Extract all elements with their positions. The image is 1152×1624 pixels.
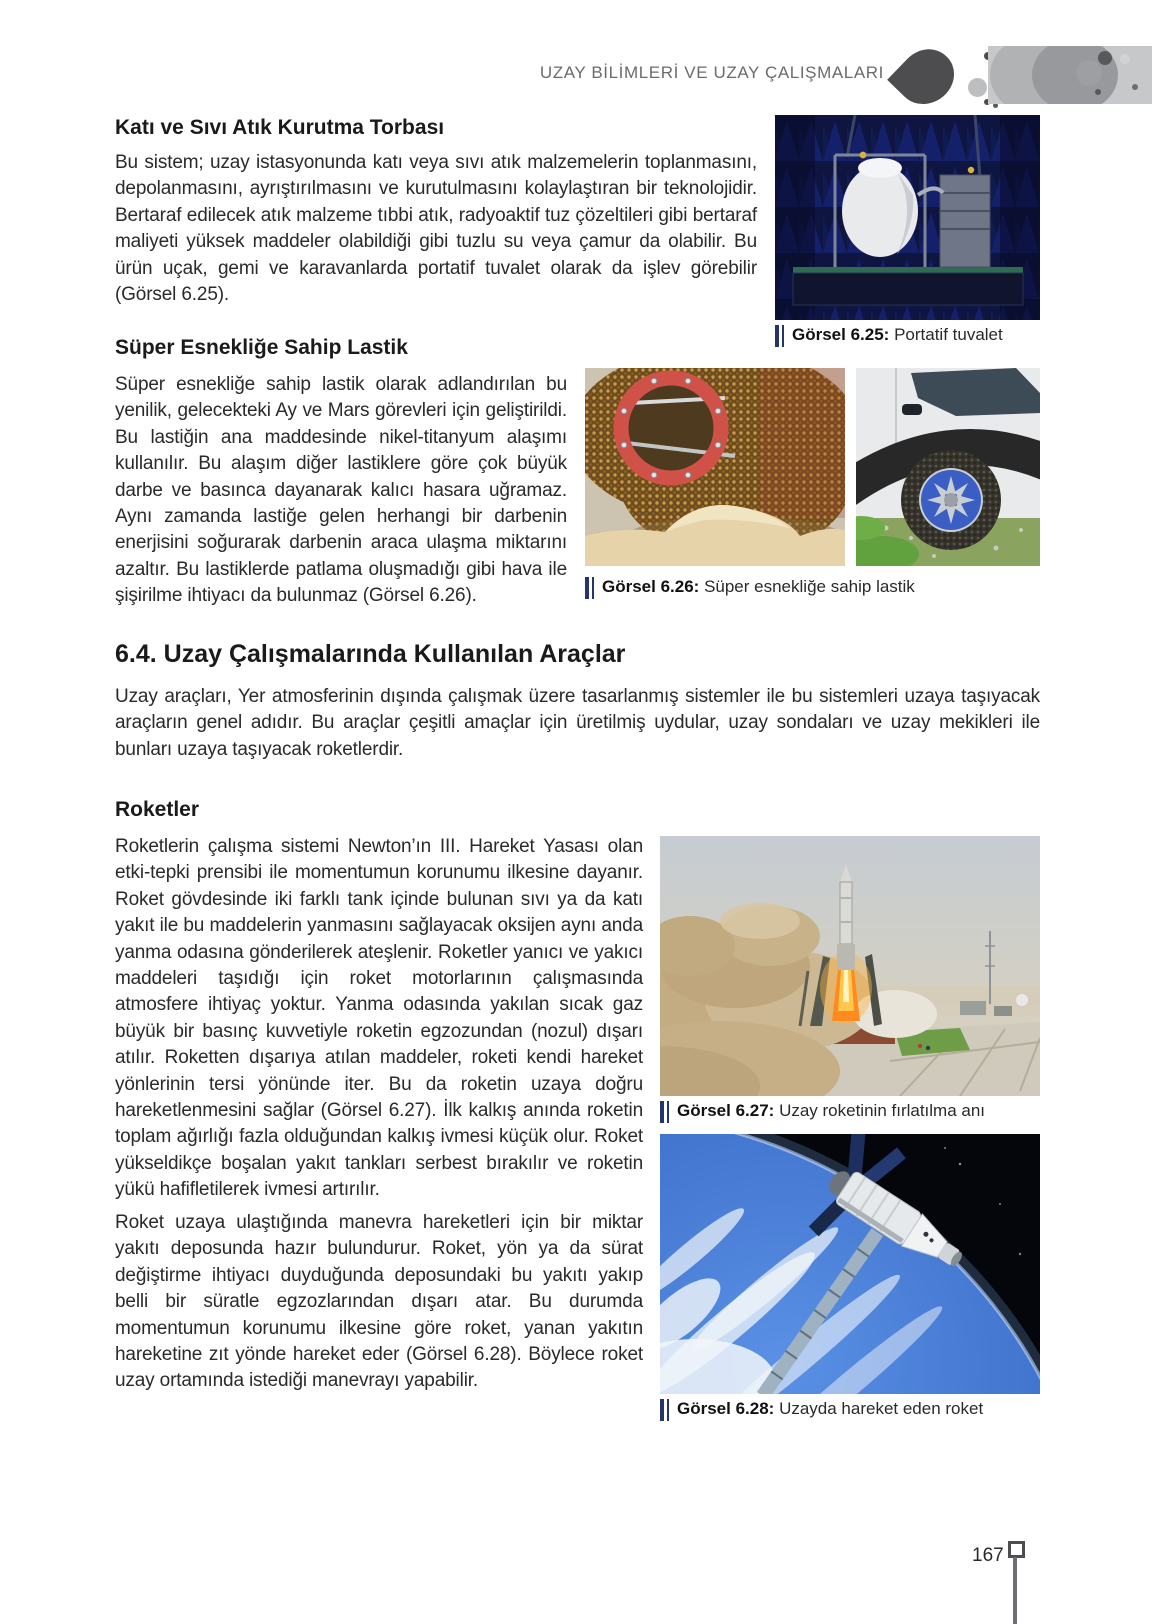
section-heading-64: 6.4. Uzay Çalışmalarında Kullanılan Araçlar bbox=[115, 640, 626, 668]
figure-625-caption bbox=[775, 324, 1040, 347]
section-heading-tire: Süper Esnekliğe Sahip Lastik bbox=[115, 336, 408, 359]
page-corner-pin-icon bbox=[1008, 1541, 1025, 1558]
caption-marker-icon bbox=[660, 1101, 669, 1123]
figure-628-caption bbox=[660, 1398, 1040, 1421]
section-heading-waste-bag: Katı ve Sıvı Atık Kurutma Torbası bbox=[115, 116, 445, 139]
caption-label: Görsel 6.25: bbox=[792, 325, 890, 344]
section-heading-rockets: Roketler bbox=[115, 798, 200, 821]
paragraph-64: Uzay araçları, Yer atmosferinin dışında çalışmak üzere tasarlanmış sistemler ile bu sistemleri uzaya taşıyacak araçların genel adıdır. Bu araçlar çeşitli amaçlar için üretilmiş uydular, uzay sondaları ve uzay mekikleri ile bunları uzaya taşıyacak roketlerdir. bbox=[115, 686, 1040, 760]
caption-label: Görsel 6.27: bbox=[677, 1101, 775, 1120]
caption-text: Süper esnekliğe sahip lastik bbox=[704, 577, 915, 596]
caption-text: Uzay roketinin fırlatılma anı bbox=[779, 1101, 986, 1120]
band-circle bbox=[1076, 60, 1102, 86]
paragraph-rockets-2: Roket uzaya ulaştığında manevra hareketleri için bir miktar yakıtı deposunda hazır bulundurur. Roket, yön ya da sürat değiştirme ihtiyacı duyduğunda deposundaki bu yakıtı yakıp belli bir süratle egzozlarından dışarı atar. Bu durumda momentumun korunumu ilkesine göre roket, yanan yakıtın hareketine zıt yönde hareket eder (Görsel 6.28). Böylece roket uzay ortamında istediği manevrayı yapabilir. bbox=[115, 1212, 643, 1392]
band-circle bbox=[1132, 84, 1138, 90]
paragraph-tire: Süper esnekliğe sahip lastik olarak adlandırılan bu yenilik, gelecekteki Ay ve Mars görevleri için geliştirildi. Bu lastiğin ana maddesinde nikel-titanyum alaşımı kullanılır. Bu alaşım diğer lastiklere göre çok büyük darbe ve basınca dayanarak kalıcı hasara uğramaz. Aynı zamanda lastiğe gelen herhangi bir darbenin enerjisini soğurarak darbenin araca ulaşma miktarını azaltır. Bu lastiklerde patlama oluşmadığı gibi hava ile şişirilme ihtiyacı da bulunmaz (Görsel 6.26). bbox=[115, 374, 567, 607]
band-circle bbox=[1095, 89, 1101, 95]
band-circle bbox=[1098, 51, 1112, 65]
page-header-title: UZAY BİLİMLERİ VE UZAY ÇALIŞMALARI bbox=[539, 63, 884, 82]
caption-label: Görsel 6.28: bbox=[677, 1399, 775, 1418]
header-band-decoration bbox=[988, 46, 1152, 104]
header-deco-dot bbox=[968, 78, 987, 97]
figure-626-right-image bbox=[856, 368, 1040, 566]
caption-marker-icon bbox=[775, 325, 784, 347]
figure-625-image bbox=[775, 115, 1040, 320]
figure-627-caption bbox=[660, 1100, 1040, 1123]
figure-628-image bbox=[660, 1134, 1040, 1394]
figure-626-left-image bbox=[585, 368, 845, 566]
figure-626-caption bbox=[585, 576, 1040, 599]
paragraph-waste-bag: Bu sistem; uzay istasyonunda katı veya sıvı atık malzemelerin toplanmasını, depolanmasını, ayrıştırılmasını ve kurutulmasını kolaylaştıran bir teknolojidir. Bertaraf edilecek atık malzeme tıbbi atık, radyoaktif tuz çözeltileri gibi bertaraf maliyeti yüksek maddeler olabildiği gibi tuzlu su veya çamur da olabilir. Bu ürün uçak, gemi ve karavanlarda portatif tuvalet olarak da işlev görebilir (Görsel 6.25). bbox=[115, 152, 757, 306]
page-corner-pin-line bbox=[1013, 1557, 1017, 1624]
caption-text: Portatif tuvalet bbox=[894, 325, 1003, 344]
caption-text: Uzayda hareket eden roket bbox=[779, 1399, 984, 1418]
band-circle bbox=[1120, 54, 1130, 64]
caption-marker-icon bbox=[585, 577, 594, 599]
figure-627-image bbox=[660, 836, 1040, 1096]
caption-label: Görsel 6.26: bbox=[602, 577, 700, 596]
header-blob-decoration bbox=[887, 38, 965, 116]
paragraph-rockets-1: Roketlerin çalışma sistemi Newton’ın III. Hareket Yasası olan etki-tepki prensibi ile momentumun korunumu ilkesine dayanır. Roket gövdesinde iki farklı tank içinde bulunan sıvı ya da katı yakıt ile bu maddelerin yanmasını sağlayacak oksijen aynı anda yanma odasına gönderilerek ateşlenir. Roketler yanıcı ve yakıcı maddeleri taşıdığı için roket motorlarının çalışmasında atmosfere ihtiyaç yoktur. Yanma odasında yakılan sıcak gaz büyük bir basınç kuvvetiyle roketin egzozundan (nozul) dışarı atılır. Roketten dışarıya atılan maddeler, roketi kendi hareket yönlerinin tersi yönünde iter. Bu da roketin uzaya doğru hareketlenmesini sağlar (Görsel 6.27). İlk kalkış anında roketin toplam ağırlığı fazla olduğundan kalkış ivmesi küçük olur. Roket yükseldikçe boşalan yakıt tankları serbest bırakılır ve roketin yükü hafifletilerek ivmesi artırılır. bbox=[115, 836, 643, 1201]
caption-marker-icon bbox=[660, 1399, 669, 1421]
page-number: 167 bbox=[972, 1545, 1004, 1566]
